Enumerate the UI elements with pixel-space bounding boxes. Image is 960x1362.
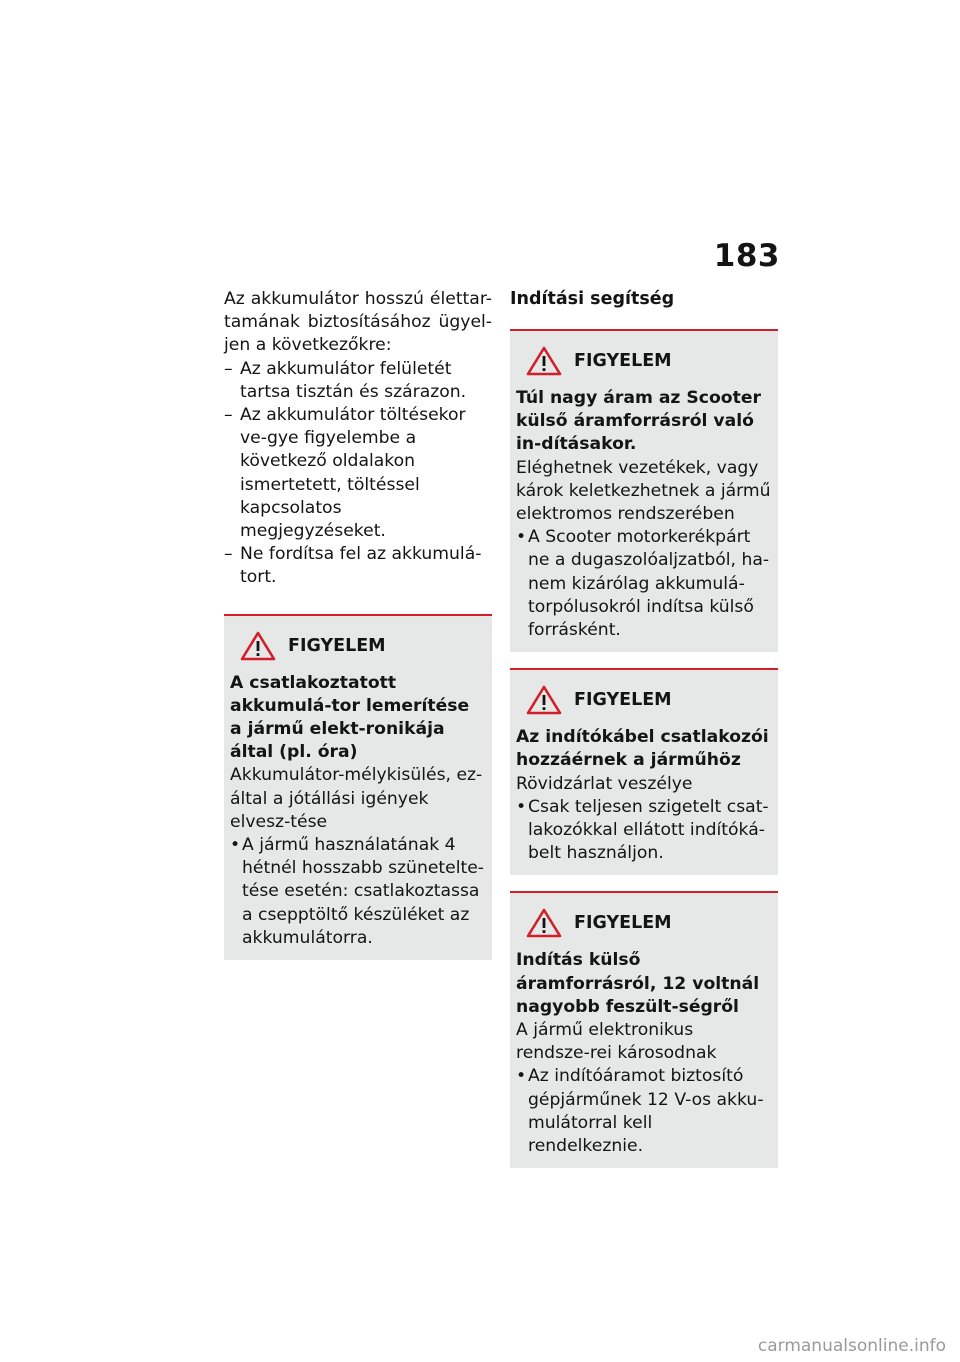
warning-triangle-icon <box>516 907 572 939</box>
warning-header <box>516 907 772 939</box>
warning-box <box>224 614 492 960</box>
warning-box <box>510 891 778 1168</box>
warning-triangle-icon <box>516 345 572 377</box>
watermark: carmanualsonline.info <box>757 1336 946 1356</box>
bullet-item <box>516 796 772 866</box>
list-item-text: Az akkumulátor töltésekor ve-gye figyelembe a következő oldalakon ismertetett, töltéssel kapcsolatos megjegyzéseket. <box>240 405 466 542</box>
bullet-mark: • <box>230 835 241 856</box>
bullet-mark: • <box>516 1066 527 1087</box>
list-item-text: Ne fordítsa fel az akkumulá-tort. <box>240 544 482 588</box>
list-item <box>224 404 492 543</box>
bullet-item <box>516 1065 772 1158</box>
warning-body: Akkumulátor-mélykisülés, ez-által a jótállási igények elvesz-tése <box>230 765 483 832</box>
warning-label: FIGYELEM <box>288 635 386 656</box>
dash-mark: – <box>224 544 233 565</box>
bullet-item <box>516 526 772 642</box>
warning-box <box>510 329 778 652</box>
warning-header <box>516 345 772 377</box>
warning-header <box>230 630 486 662</box>
warning-title: A csatlakoztatott akkumulá-tor lemerítése a jármű elekt-ronikája által (pl. óra) <box>230 672 470 763</box>
bullet-text: Csak teljesen szigetelt csat-lakozókkal ellátott indítóká-belt használjon. <box>528 796 769 864</box>
warning-body: Rövidzárlat veszélye <box>516 773 693 794</box>
warning-title: Az indítókábel csatlakozói hozzáérnek a járműhöz <box>516 727 769 771</box>
warning-header <box>516 684 772 716</box>
page-number: 183 <box>713 238 780 274</box>
intro-paragraph: Az akkumulátor hosszú élettar-tamának biztosításához ügyel-jen a következőkre: <box>224 289 492 356</box>
dash-mark: – <box>224 358 233 379</box>
bullet-text: Az indítóáramot biztosító gépjárműnek 12 V-os akku-mulátorral kell rendelkeznie. <box>528 1066 764 1157</box>
bullet-mark: • <box>516 796 527 817</box>
list-item <box>224 358 492 404</box>
warning-title: Indítás külső áramforrásról, 12 voltnál nagyobb feszült-ségről <box>516 950 760 1017</box>
warning-body: Eléghetnek vezetékek, vagy károk keletkezhetnek a jármű elektromos rendszerében <box>516 457 771 525</box>
bullet-mark: • <box>516 527 527 548</box>
dash-mark: – <box>224 405 233 426</box>
bullet-text: A Scooter motorkerékpárt ne a dugaszolóaljzatból, ha-nem kizárólag akkumulá-torpólusokról indítsa külső forrásként. <box>528 527 770 641</box>
warning-box <box>510 668 778 875</box>
warning-triangle-icon <box>516 684 572 716</box>
warning-title: Túl nagy áram az Scooter külső áramforrásról való in-dításakor. <box>516 388 761 455</box>
warning-triangle-icon <box>230 630 286 662</box>
list-item-text: Az akkumulátor felületét tartsa tisztán és szárazon. <box>240 358 467 402</box>
section-heading: Indítási segítség <box>510 289 675 309</box>
warning-label: FIGYELEM <box>574 351 672 371</box>
bullet-item <box>230 834 486 950</box>
right-column <box>510 288 778 1168</box>
bullet-text: A jármű használatának 4 hétnél hosszabb szünetelte-tése esetén: csatlakoztassa a csepptöltő készüléket az akkumulátorra. <box>242 835 485 948</box>
left-column <box>224 288 492 960</box>
warning-label: FIGYELEM <box>574 690 672 711</box>
list-item <box>224 543 492 589</box>
warning-label: FIGYELEM <box>574 913 672 934</box>
warning-body: A jármű elektronikus rendsze-rei károsodnak <box>516 1020 717 1064</box>
